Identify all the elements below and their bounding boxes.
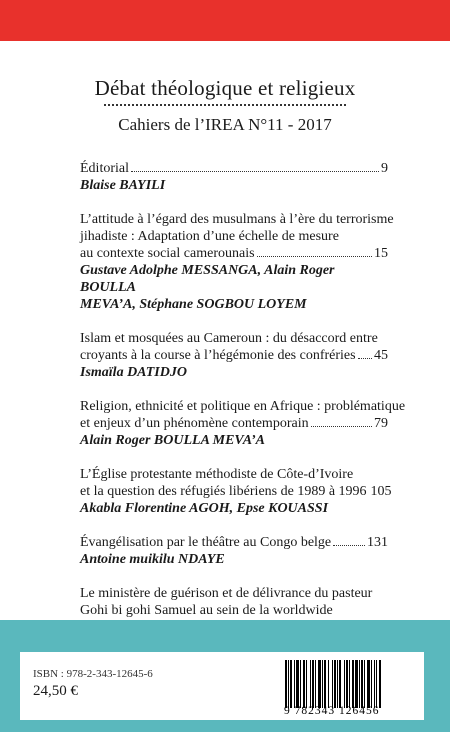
toc-entry-title: et enjeux d’un phénomène contemporain [80,416,309,431]
dotted-divider [104,104,346,106]
toc-page-number: 79 [374,416,388,431]
dot-leader [131,171,379,172]
toc-entry-title: Éditorial [80,161,129,176]
table-of-contents [80,160,406,670]
price-label: 24,50 € [33,683,78,699]
toc-entry-title: au contexte social camerounais [80,246,255,261]
toc-entry-title-line: L’Église protestante méthodiste de Côte-d’Ivoire [80,467,354,482]
dot-leader [333,545,365,546]
isbn-label: ISBN : 978-2-343-12645-6 [33,668,153,680]
toc-entry-title-line: Islam et mosquées au Cameroun : du désaccord entre [80,331,378,346]
toc-entry-author: Akabla Florentine AGOH, Epse KOUASSI [80,501,329,516]
toc-entry [80,160,388,194]
top-color-band [0,0,450,41]
toc-entry-author: Ismaïla DATIDJO [80,365,187,380]
toc-entry-title-line [80,534,388,551]
toc-entry-title-line: Le ministère de guérison et de délivrance du pasteur [80,586,373,601]
toc-entry-author: MEVA’A, Stéphane SOGBOU LOYEM [80,297,307,312]
toc-entry-title-line [80,483,392,500]
issue-subtitle: Cahiers de l’IREA N°11 - 2017 [118,115,332,134]
toc-entry-title-line: jihadiste : Adaptation d’une échelle de mesure [80,229,339,244]
toc-entry-title-line: Gohi bi gohi Samuel au sein de la worldwide [80,603,333,618]
toc-entry-author: Alain Roger BOULLA MEVA’A [80,433,266,448]
toc-entry-author: Blaise BAYILI [80,178,166,193]
toc-entry-author: Gustave Adolphe MESSANGA, Alain Roger BOULLA [80,263,335,295]
series-title: Débat théologique et religieux [94,76,356,100]
toc-entry-title-line [80,160,388,177]
toc-entry-title-line [80,415,388,432]
toc-page-number: 9 [381,161,388,176]
toc-entry-author: Antoine muikilu NDAYE [80,552,225,567]
toc-entry-title: Évangélisation par le théâtre au Congo belge [80,535,332,550]
toc-entry-title: croyants à la course à l’hégémonie des confréries [80,348,356,363]
toc-entry [80,330,388,381]
dot-leader [257,256,372,257]
toc-entry [80,534,388,568]
toc-entry-title: et la question des réfugiés libériens de 1989 à 1996 [80,484,367,499]
toc-entry [80,211,394,313]
toc-page-number: 45 [374,348,388,363]
dot-leader [358,358,372,359]
barcode-icon [283,660,419,708]
toc-entry [80,466,392,517]
dot-leader [311,426,372,427]
toc-entry-title-line [80,347,388,364]
toc-entry-title-line: Religion, ethnicité et politique en Afrique : problématique [80,399,406,414]
toc-entry-title-line [80,245,388,262]
toc-page-number: 105 [370,484,392,499]
toc-entry [80,398,406,449]
toc-entry-title-line: L’attitude à l’égard des musulmans à l’ère du terrorisme [80,212,394,227]
toc-page-number: 15 [374,246,388,261]
toc-page-number: 131 [367,535,388,550]
barcode-number: 9 782343 126456 [284,705,380,717]
